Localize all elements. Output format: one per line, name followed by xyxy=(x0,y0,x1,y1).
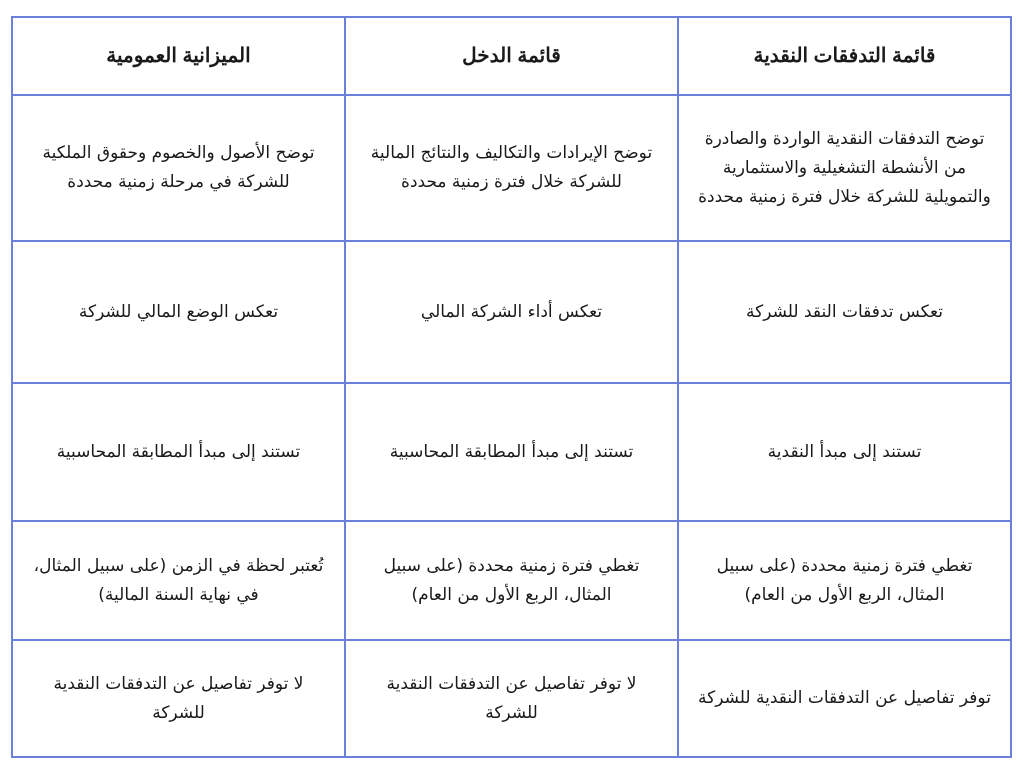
cell-cash-flow-period: تغطي فترة زمنية محددة (على سبيل المثال، الربع الأول من العام) xyxy=(678,521,1011,640)
header-cash-flow-statement: قائمة التدفقات النقدية xyxy=(678,17,1011,95)
cell-balance-principle: تستند إلى مبدأ المطابقة المحاسبية xyxy=(12,383,345,521)
cell-cash-flow-details: توفر تفاصيل عن التدفقات النقدية للشركة xyxy=(678,640,1011,757)
table-row-principle xyxy=(12,383,1011,521)
financial-statements-comparison-table xyxy=(11,16,1012,758)
header-income-statement: قائمة الدخل xyxy=(345,17,678,95)
cell-income-description: توضح الإيرادات والتكاليف والنتائج المالية للشركة خلال فترة زمنية محددة xyxy=(345,95,678,241)
table-row-period xyxy=(12,521,1011,640)
cell-income-reflects: تعكس أداء الشركة المالي xyxy=(345,241,678,383)
cell-balance-period: تُعتبر لحظة في الزمن (على سبيل المثال، في نهاية السنة المالية) xyxy=(12,521,345,640)
table-row-cash-details xyxy=(12,640,1011,757)
cell-balance-description: توضح الأصول والخصوم وحقوق الملكية للشركة في مرحلة زمنية محددة xyxy=(12,95,345,241)
table-row-reflects xyxy=(12,241,1011,383)
cell-cash-flow-reflects: تعكس تدفقات النقد للشركة xyxy=(678,241,1011,383)
cell-cash-flow-description: توضح التدفقات النقدية الواردة والصادرة من الأنشطة التشغيلية والاستثمارية والتمويلية للشركة خلال فترة زمنية محددة xyxy=(678,95,1011,241)
comparison-table-container xyxy=(11,16,1012,758)
cell-income-principle: تستند إلى مبدأ المطابقة المحاسبية xyxy=(345,383,678,521)
header-row xyxy=(12,17,1011,95)
table-row-description xyxy=(12,95,1011,241)
cell-balance-reflects: تعكس الوضع المالي للشركة xyxy=(12,241,345,383)
cell-cash-flow-principle: تستند إلى مبدأ النقدية xyxy=(678,383,1011,521)
header-balance-sheet: الميزانية العمومية xyxy=(12,17,345,95)
cell-income-details: لا توفر تفاصيل عن التدفقات النقدية للشركة xyxy=(345,640,678,757)
cell-income-period: تغطي فترة زمنية محددة (على سبيل المثال، الربع الأول من العام) xyxy=(345,521,678,640)
cell-balance-details: لا توفر تفاصيل عن التدفقات النقدية للشركة xyxy=(12,640,345,757)
